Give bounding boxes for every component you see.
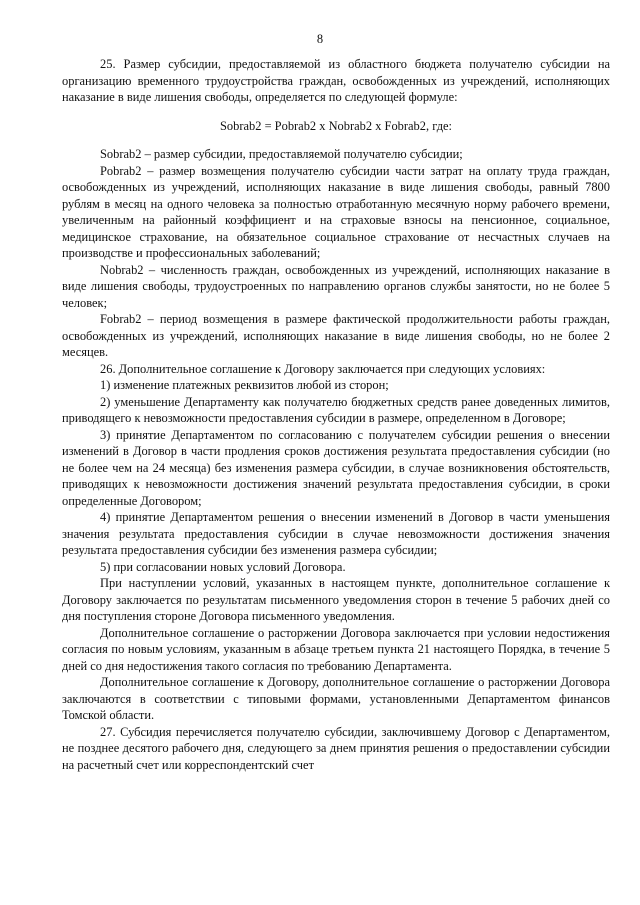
condition-1: 1) изменение платежных реквизитов любой из сторон;: [100, 378, 389, 392]
paragraph-conditions-notice: При наступлении условий, указанных в настоящем пункте, дополнительное соглашение к Договору заключается по результатам письменного уведомления сторон в течение 5 рабочих дней со дня поступления стороне Договора письменного уведомления.: [62, 576, 610, 623]
paragraph-26: 26. Дополнительное соглашение к Договору заключается при следующих условиях:: [100, 361, 546, 376]
document-body: [62, 56, 610, 773]
definition-nobrab2: Nobrab2 – численность граждан, освобожденных из учреждений, исполняющих наказание в виде лишения свободы, трудоустроенных по направлению органов службы занятости, но не более 5 человек;: [62, 262, 610, 310]
paragraph-termination-agreement: Дополнительное соглашение о расторжении Договора заключается при условии недостижения согласия по новым условиям, указанным в абзаце третьем пункта 21 настоящего Порядка, в течение 5 дней со дня недостижения такого согласия по требованию Департамента.: [62, 625, 610, 673]
definition-pobrab2: Pobrab2 – размер возмещения получателю субсидии части затрат на оплату труда граждан, освобожденных из учреждений, исполняющих наказание в виде лишения свободы, равный 7800 рублям в месяц на одного человека за полностью отработанную месячную норму рабочего времени, увеличенным на районный коэффициент и на страховые взносы на пенсионное, социальное, медицинское страхование, на обязательное социальное страхование от несчастных случаев на производстве и профессиональных заболеваний;: [62, 163, 610, 260]
paragraph-standard-forms: Дополнительное соглашение к Договору, дополнительное соглашение о расторжении Договора заключаются в соответствии с типовыми формами, установленными Департаментом финансов Томской области.: [62, 675, 610, 722]
condition-5: 5) при согласовании новых условий Договора.: [100, 559, 346, 574]
condition-2: 2) уменьшение Департаменту как получателю бюджетных средств ранее доведенных лимитов, приводящего к невозможности предоставления субсидии в размере, определенном в Договоре;: [62, 394, 610, 425]
paragraph-25: 25. Размер субсидии, предоставляемой из областного бюджета получателю субсидии на организацию временного трудоустройства граждан, освобожденных из учреждений, исполняющих наказание в виде лишения свободы, определяется по следующей формуле:: [62, 57, 610, 104]
page-number: 8: [316, 32, 324, 46]
definition-fobrab2: Fobrab2 – период возмещения в размере фактической продолжительности работы граждан, освобожденных из учреждений, исполняющих наказание в виде лишения свободы, но не более 2 месяцев.: [62, 312, 610, 359]
paragraph-27: 27. Субсидия перечисляется получателю субсидии, заключившему Договор с Департаментом, не позднее десятого рабочего дня, следующего за днем принятия решения о предоставлении субсидии на расчетный счет или корреспондентский счет: [62, 724, 610, 772]
definition-sobrab2: Sobrab2 – размер субсидии, предоставляемой получателю субсидии;: [100, 147, 463, 161]
condition-4: 4) принятие Департаментом решения о внесении изменений в Договор в части уменьшения значения результата предоставления субсидии в случае невозможности достижения значения результата предоставления субсидии без изменения размера субсидии;: [62, 510, 610, 557]
condition-3: 3) принятие Департаментом по согласованию с получателем субсидии решения о внесении изменений в Договор в части продления сроков достижения результата предоставления субсидии (но не более чем на 24 месяца) без изменения размера субсидии, в случае возникновения обстоятельств, приводящих к невозможности достижения значений результата предоставления субсидии, в сроки определенные Договором;: [62, 427, 610, 508]
subsidy-formula: Sobrab2 = Pobrab2 x Nobrab2 x Fobrab2, где:: [220, 118, 452, 133]
